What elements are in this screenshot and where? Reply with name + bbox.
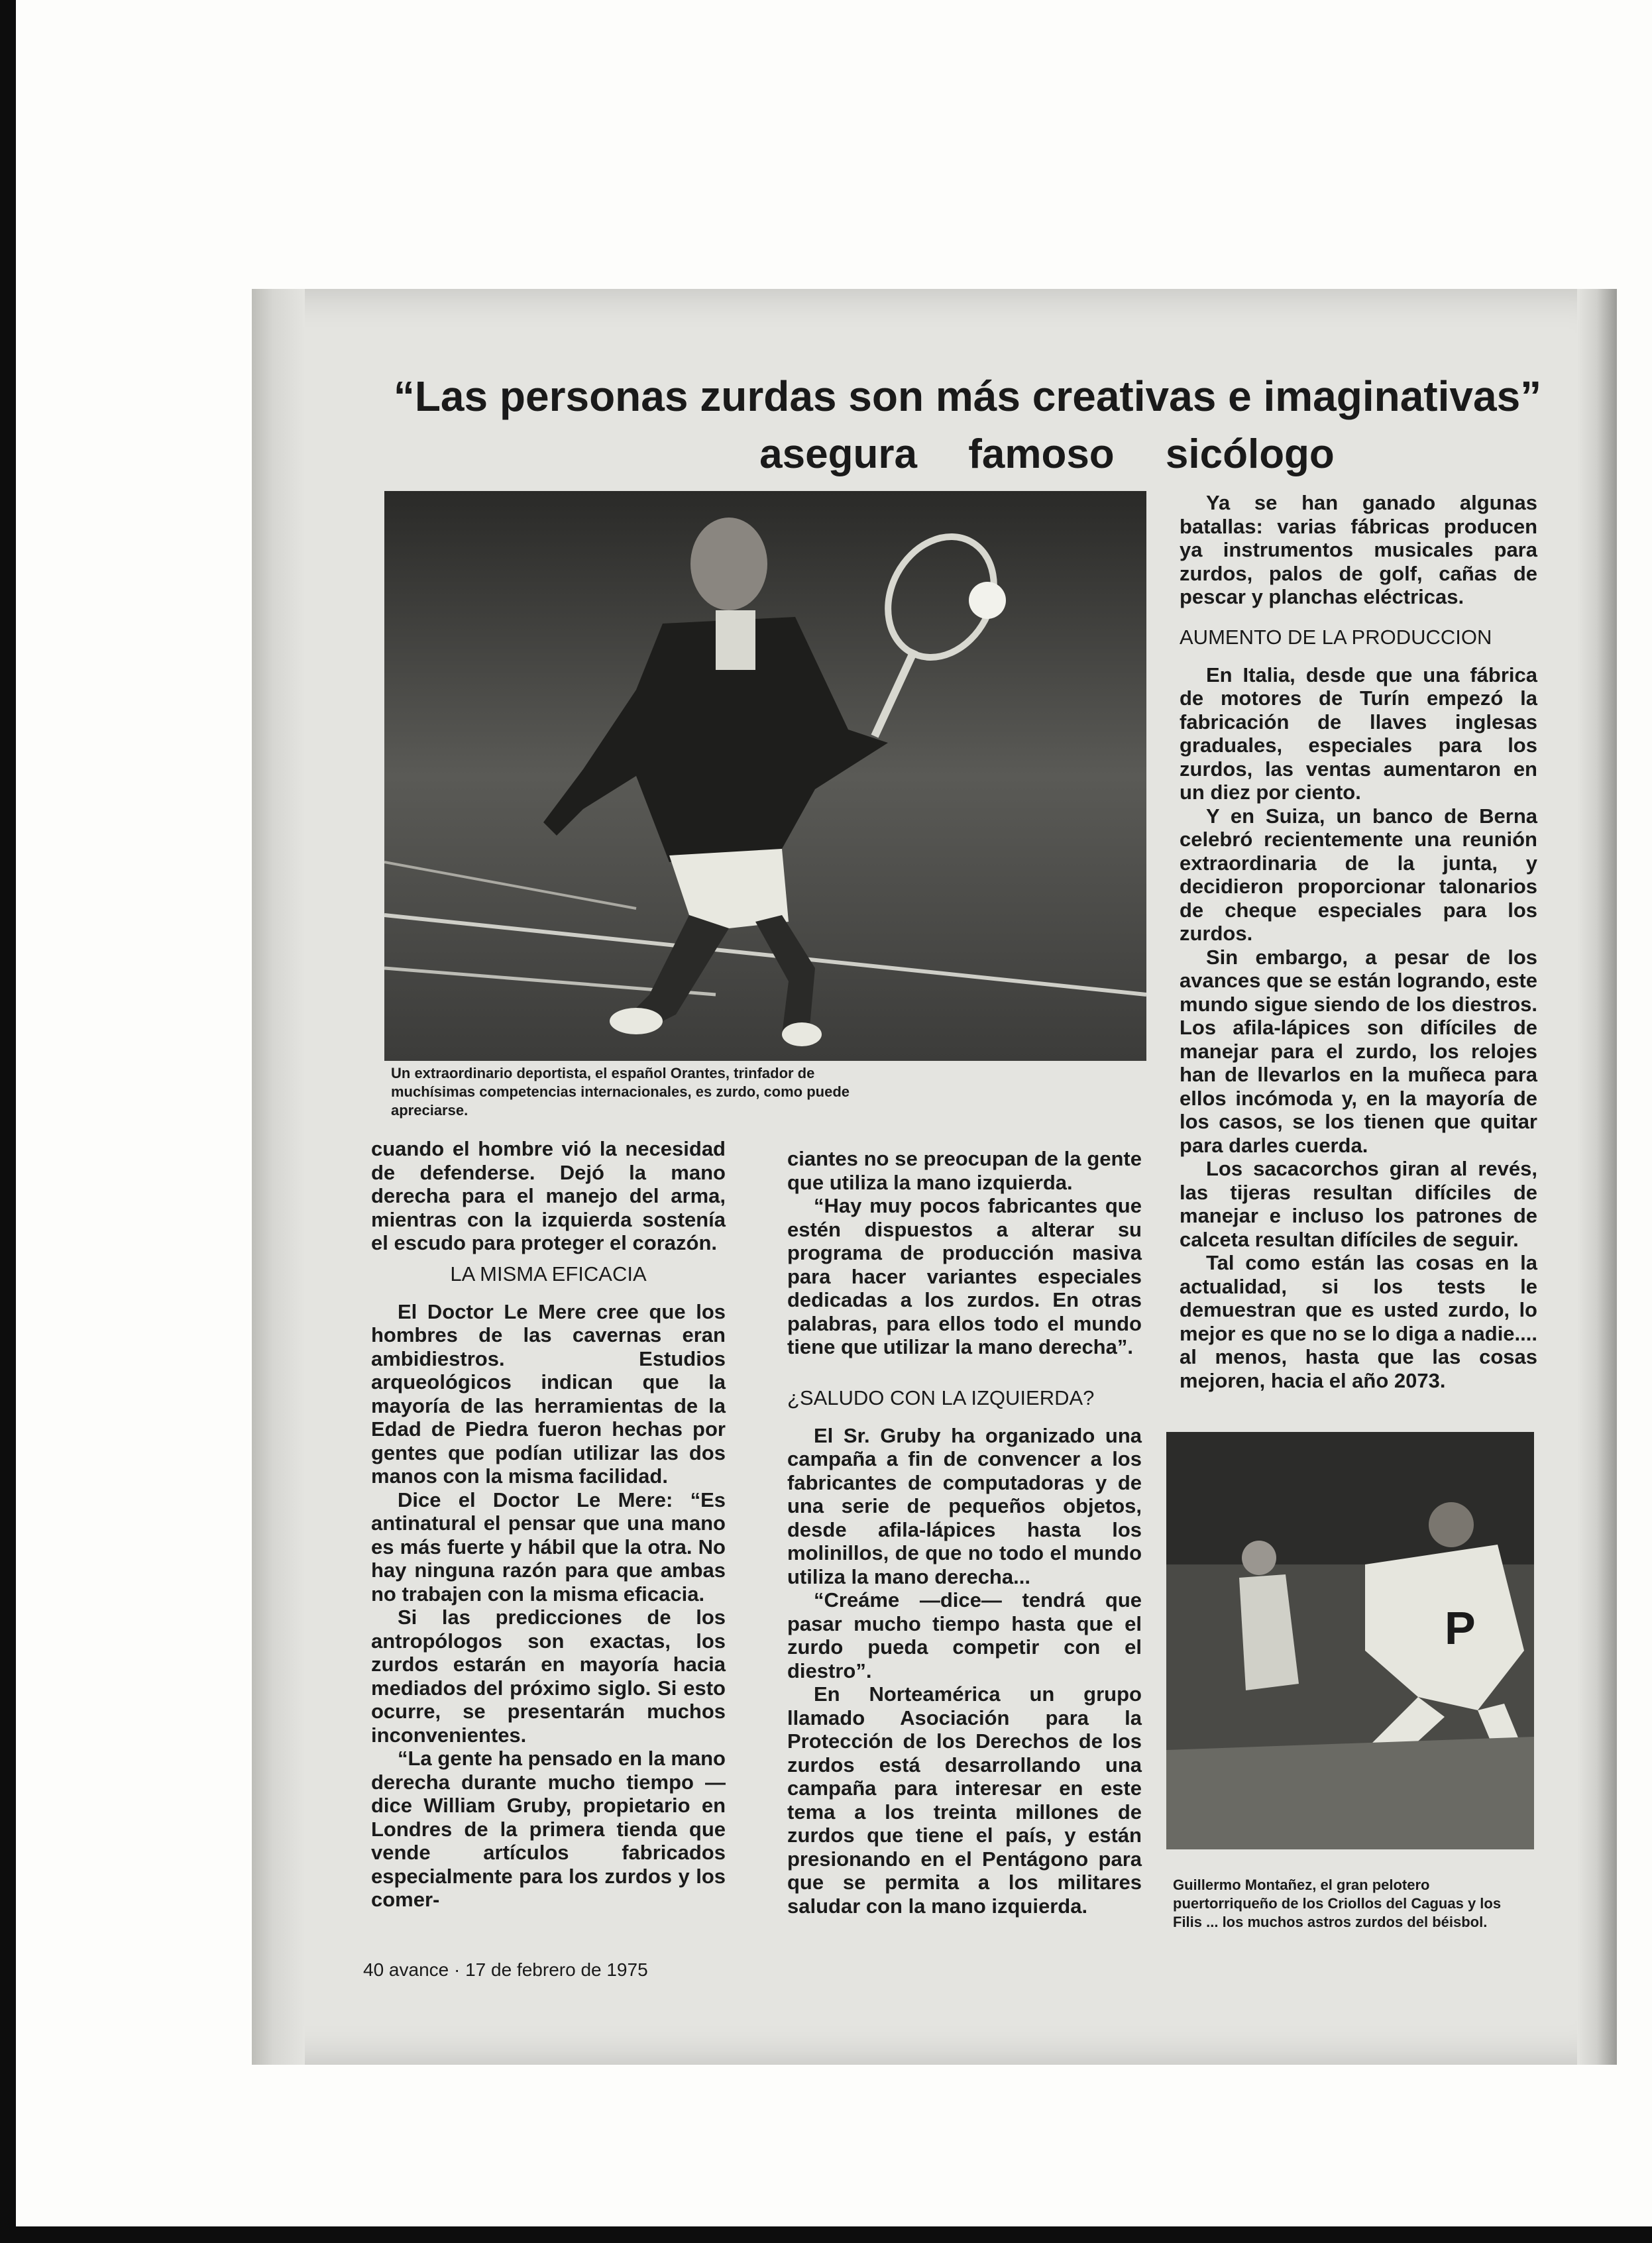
page-right-edge <box>1577 289 1617 2065</box>
baseball-photo <box>1166 1432 1534 1849</box>
column-right-paragraph: Y en Suiza, un banco de Berna celebró recientemente una reunión extraordinaria de la junta, y decidieron proporcionar talonarios de cheque especiales para los zurdos. <box>1180 804 1537 945</box>
column-middle-heading: ¿SALUDO CON LA IZQUIERDA? <box>787 1386 1095 1409</box>
baseball-photo-caption: Guillermo Montañez, el gran pelotero puertorriqueño de los Criollos del Caguas y los Filis ... los muchos astros zurdos del béisbol. <box>1173 1877 1502 1930</box>
tennis-photo-caption: Un extraordinario deportista, el español Orantes, trinfador de muchísimas competencias internacionales, es zurdo, como puede apreciarse. <box>391 1065 850 1119</box>
scan-left-border <box>0 0 16 2243</box>
column-left-heading: LA MISMA EFICACIA <box>450 1262 647 1286</box>
subhead: asegura famoso sicólogo <box>759 431 1335 477</box>
column-middle-paragraph: “Creáme —dice— tendrá que pasar mucho tiempo hasta que el zurdo pueda competir con el diestro”. <box>787 1588 1142 1682</box>
baseball-photo-image <box>1166 1432 1534 1849</box>
column-left-paragraph: Dice el Doctor Le Mere: “Es antinatural el pensar que una mano es más fuerte y hábil que la otra. No hay ninguna razón para que ambas no trabajen con la misma eficacia. <box>371 1488 726 1606</box>
column-right-paragraph: Sin embargo, a pesar de los avances que se están logrando, este mundo sigue siendo de los diestros. Los afila-lápices son difíciles de manejar para el zurdo, los relojes han de llevarlos en la muñeca para ellos incómoda y, en la mayoría de los casos, se los tienen que quitar para darles cuerda. <box>1180 945 1537 1157</box>
column-middle-paragraph: ciantes no se preocupan de la gente que utiliza la mano izquierda. <box>787 1147 1142 1194</box>
magazine-page <box>252 289 1617 2065</box>
binding-edge <box>252 289 305 2065</box>
column-left-paragraph: cuando el hombre vió la necesidad de defenderse. Dejó la mano derecha para el manejo del arma, mientras con la izquierda sostenía el escudo para proteger el corazón. <box>371 1137 726 1254</box>
column-middle <box>787 1147 1142 1918</box>
column-right-heading: AUMENTO DE LA PRODUCCION <box>1180 625 1492 649</box>
scan-bottom-border <box>0 2226 1652 2243</box>
column-right-paragraph: Los sacacorchos giran al revés, las tijeras resultan difíciles de manejar e incluso los patrones de calceta resultan difíciles de seguir. <box>1180 1157 1537 1251</box>
headline: “Las personas zurdas son más creativas e imaginativas” <box>393 372 1542 420</box>
column-middle-paragraph: El Sr. Gruby ha organizado una campaña a fin de convencer a los fabricantes de computadoras y de una serie de pequeños objetos, desde afila-lápices hasta los molinillos, de que no todo el mundo utiliza la mano derecha... <box>787 1423 1142 1588</box>
column-middle-paragraph: “Hay muy pocos fabricantes que estén dispuestos a alterar su programa de producción masiva para hacer variantes especiales dedicadas a los zurdos. En otras palabras, para ellos todo el mundo tiene que utilizar la mano derecha”. <box>787 1194 1142 1358</box>
column-right <box>1180 491 1537 1392</box>
column-right-paragraph: Ya se han ganado algunas batallas: varias fábricas producen ya instrumentos musicales para zurdos, palos de golf, cañas de pescar y planchas eléctricas. <box>1180 491 1537 608</box>
uniform-letter: P <box>1445 1602 1476 1654</box>
column-left <box>371 1137 726 1912</box>
column-right-paragraph: En Italia, desde que una fábrica de motores de Turín empezó la fabricación de llaves inglesas graduales, especiales para los zurdos, las ventas aumentaron en un diez por ciento. <box>1180 663 1537 804</box>
tennis-photo-image <box>384 491 1146 1061</box>
column-left-paragraph: Si las predicciones de los antropólogos son exactas, los zurdos estarán en mayoría hacia mediados del próximo siglo. Si esto ocurre, se presentarán muchos inconvenientes. <box>371 1606 726 1747</box>
column-left-paragraph: “La gente ha pensado en la mano derecha durante mucho tiempo —dice William Gruby, propietario en Londres de la primera tienda que vende artículos fabricados especialmente para los zurdos y los comer- <box>371 1747 726 1911</box>
column-right-paragraph: Tal como están las cosas en la actualidad, si los tests le demuestran que es usted zurdo, lo mejor es que no se lo diga a nadie.... al menos, hasta que las cosas mejoren, hacia el año 2073. <box>1180 1251 1537 1392</box>
column-middle-paragraph: En Norteamérica un grupo llamado Asociación para la Protección de los Derechos de los zurdos está desarrollando una campaña para interesar en este tema a los treinta millones de zurdos que tiene el país, y están presionando en el Pentágono para que se permita a los militares saludar con la mano izquierda. <box>787 1682 1142 1918</box>
column-left-paragraph: El Doctor Le Mere cree que los hombres de las cavernas eran ambidiestros. Estudios arqueológicos indican que la mayoría de las herramientas de la Edad de Piedra fueron hechas por gentes que podían utilizar las dos manos con la misma facilidad. <box>371 1299 726 1488</box>
tennis-photo <box>384 491 1146 1061</box>
page-footer: 40 avance · 17 de febrero de 1975 <box>363 1959 648 1980</box>
